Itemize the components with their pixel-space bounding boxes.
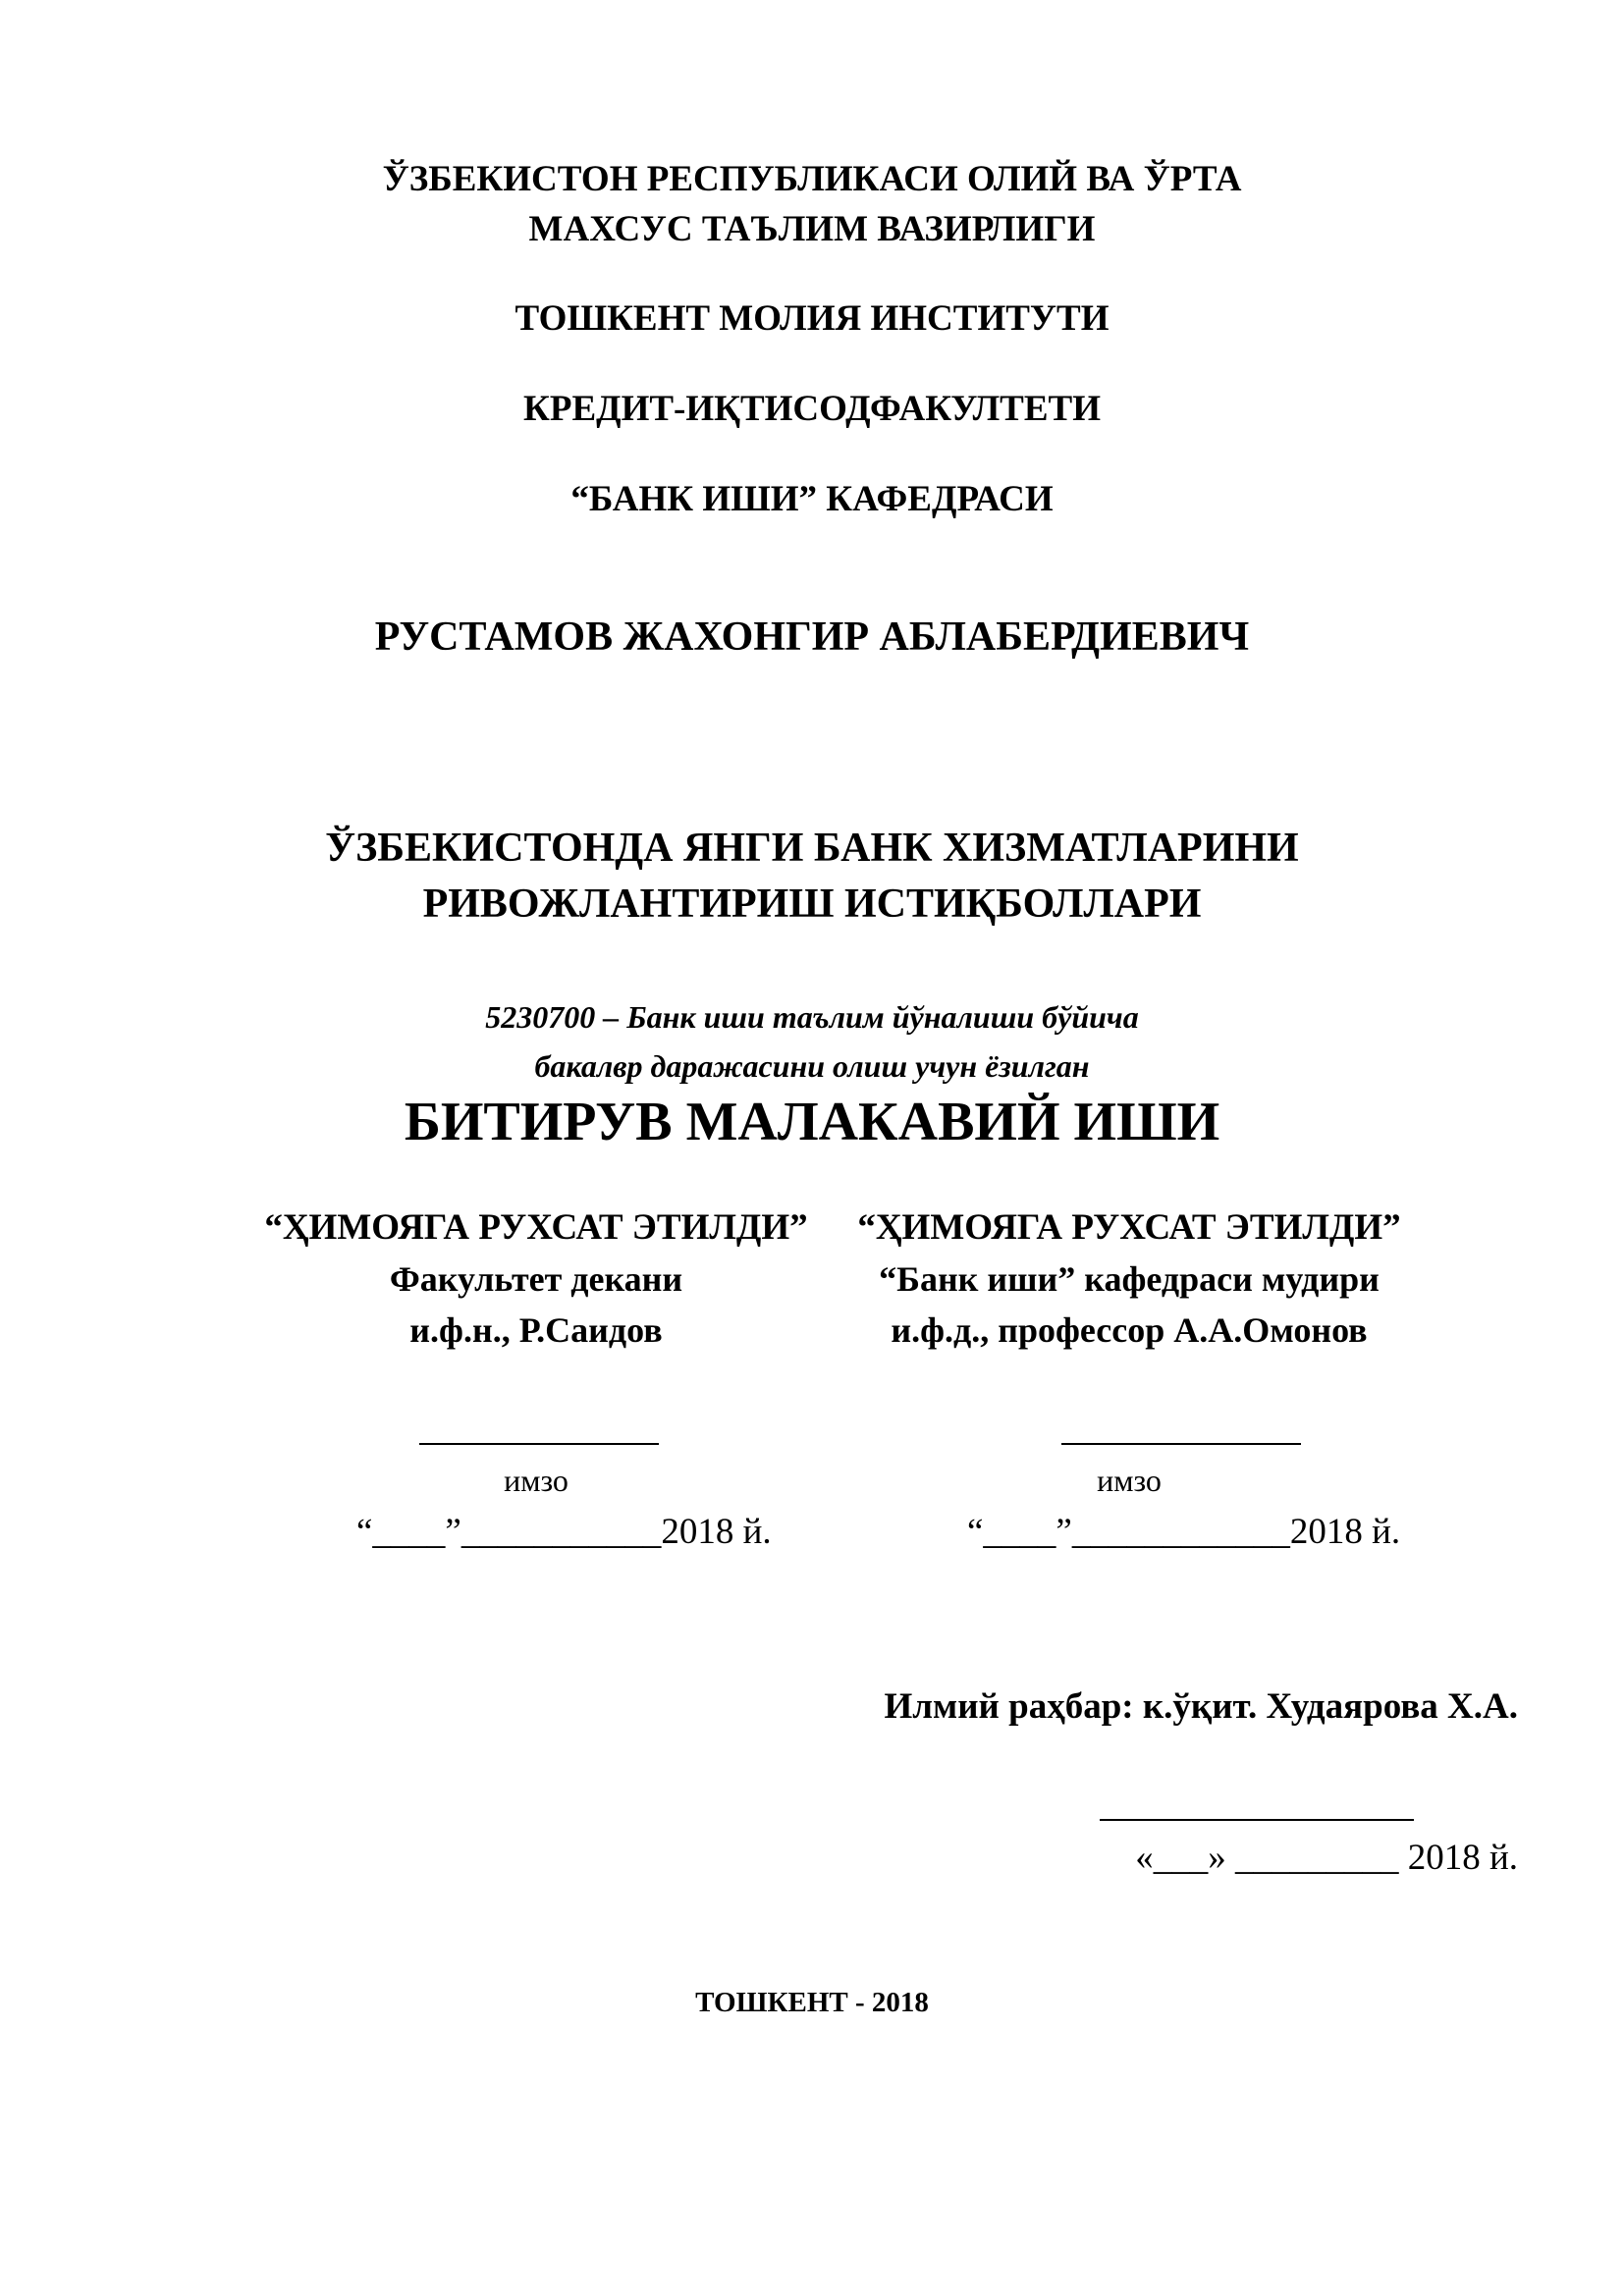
left-approval-role: Факультет декани (389, 1259, 683, 1299)
left-approval-name: и.ф.н., Р.Саидов (409, 1310, 663, 1350)
thesis-title-line-1: ЎЗБЕКИСТОНДА ЯНГИ БАНК ХИЗМАТЛАРИНИ (325, 826, 1299, 871)
thesis-purpose-line-2: бакалвр даражасини олиш учун ёзилган (534, 1048, 1090, 1084)
right-signature-label: имзо (1097, 1463, 1162, 1498)
work-type: БИТИРУВ МАЛАКАВИЙ ИШИ (404, 1092, 1220, 1152)
right-signature-line (1061, 1443, 1301, 1445)
left-approval-heading: “ҲИМОЯГА РУХСАТ ЭТИЛДИ” (264, 1207, 808, 1248)
institute-name: ТОШКЕНТ МОЛИЯ ИНСТИТУТИ (514, 298, 1110, 339)
supervisor-date: «___» _________ 2018 й. (1135, 1838, 1518, 1878)
city-year: ТОШКЕНТ - 2018 (695, 1987, 929, 2018)
supervisor-text: Илмий раҳбар: к.ўқит. Худаярова Х.А. (884, 1686, 1518, 1727)
thesis-title-line-2: РИВОЖЛАНТИРИШ ИСТИҚБОЛЛАРИ (422, 881, 1202, 927)
department-name: “БАНК ИШИ” КАФЕДРАСИ (570, 479, 1054, 519)
supervisor-signature-line (1100, 1819, 1414, 1821)
faculty-name: КРЕДИТ-ИҚТИСОДФАКУЛТЕТИ (523, 389, 1101, 429)
left-signature-label: имзо (504, 1463, 568, 1498)
thesis-purpose-line-1: 5230700 – Банк иши таълим йўналиши бўйича (485, 999, 1139, 1035)
left-approval-date: “____”___________2018 й. (356, 1512, 772, 1552)
right-approval-heading: “ҲИМОЯГА РУХСАТ ЭТИЛДИ” (857, 1207, 1401, 1248)
ministry-line-2: МАХСУС ТАЪЛИМ ВАЗИРЛИГИ (528, 209, 1096, 249)
left-signature-line (419, 1443, 659, 1445)
ministry-line-1: ЎЗБЕКИСТОН РЕСПУБЛИКАСИ ОЛИЙ ВА ЎРТА (382, 159, 1242, 199)
right-approval-role: “Банк иши” кафедраси мудири (879, 1259, 1380, 1299)
right-approval-date: “____”____________2018 й. (967, 1512, 1401, 1552)
right-approval-name: и.ф.д., профессор А.А.Омонов (891, 1310, 1368, 1350)
author-name: РУСТАМОВ ЖАХОНГИР АБЛАБЕРДИЕВИЧ (374, 614, 1250, 660)
